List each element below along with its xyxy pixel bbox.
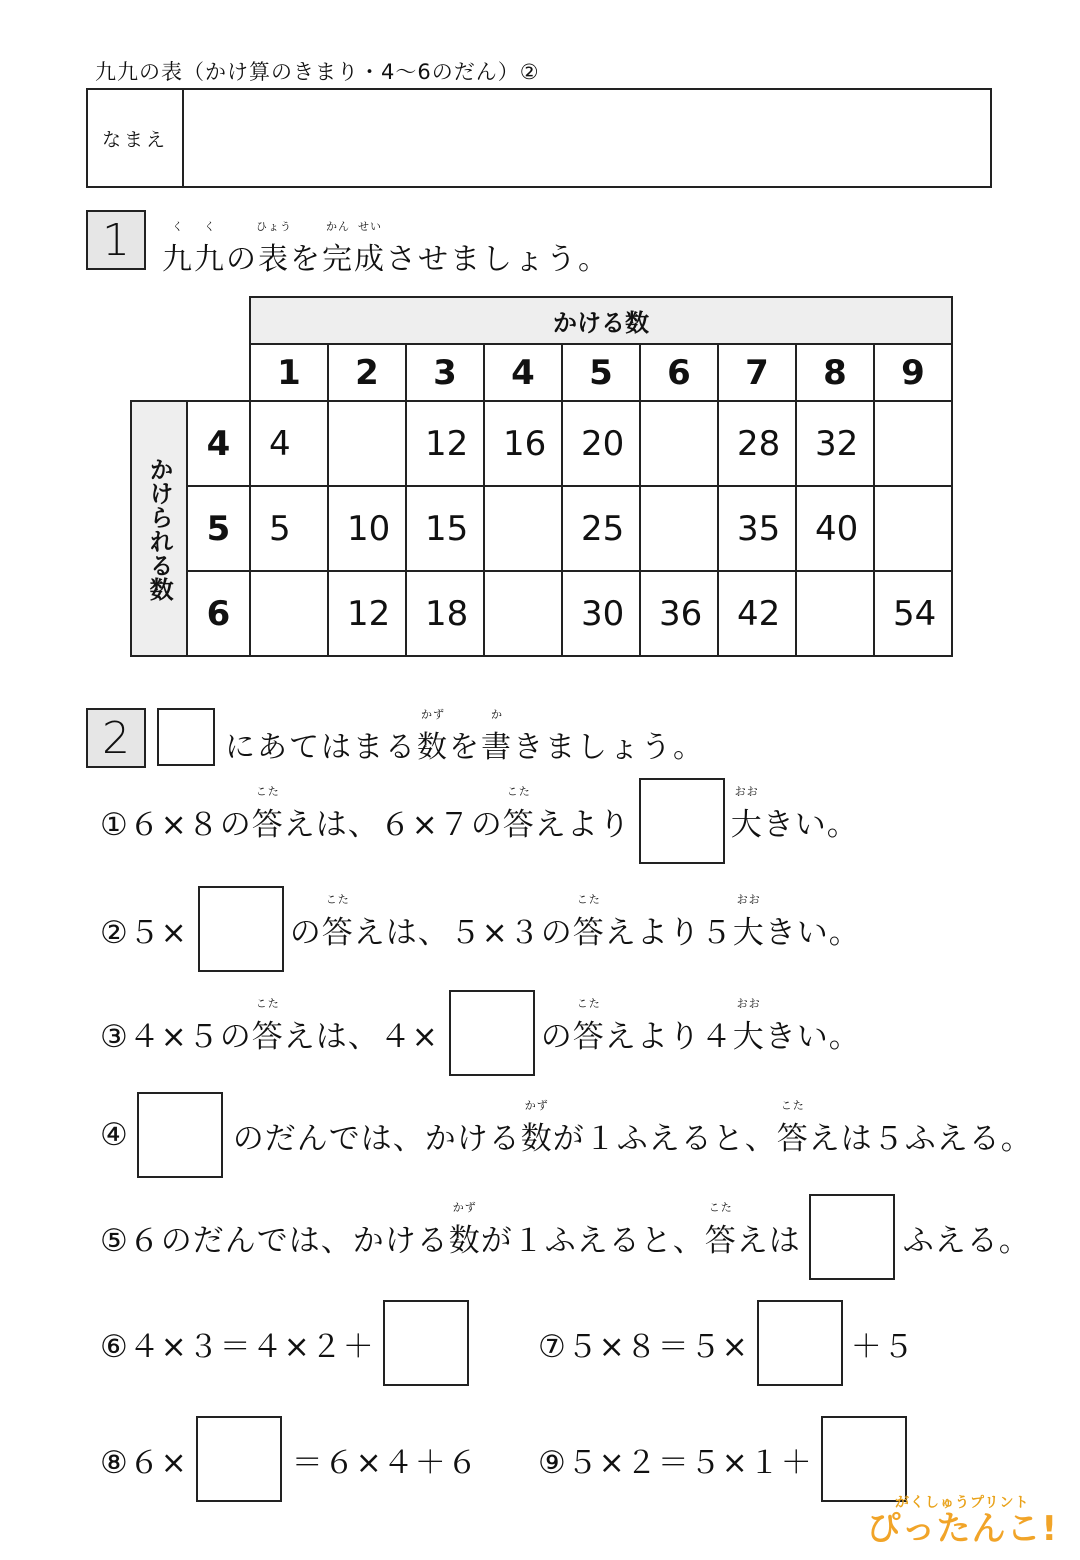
col-header-3: 3 xyxy=(406,344,484,401)
question-1-number: 1 xyxy=(86,210,146,270)
question-2-number: 2 xyxy=(86,708,146,768)
logo-small-text: がくしゅうプリント xyxy=(895,1495,1030,1511)
answer-box-2[interactable] xyxy=(198,886,284,972)
answer-box-7[interactable] xyxy=(757,1300,843,1386)
question-2-text: にあてはまる かず 数を か 書きましょう。 xyxy=(225,708,705,765)
logo-large-text: ぴったんこ! xyxy=(866,1509,1058,1549)
blank-cell[interactable] xyxy=(328,401,406,486)
table-cell: 15 xyxy=(406,486,484,571)
blank-cell[interactable] xyxy=(250,571,328,656)
table-cell: 4 xyxy=(250,401,328,486)
name-label: なまえ xyxy=(88,90,184,186)
answer-box-4[interactable] xyxy=(137,1092,223,1178)
answer-box-5[interactable] xyxy=(809,1194,895,1280)
table-cell: 42 xyxy=(718,571,796,656)
item-9: ⑨５×２＝５×１＋ xyxy=(538,1416,907,1502)
multiplication-table xyxy=(130,296,953,657)
col-header-8: 8 xyxy=(796,344,874,401)
col-header-9: 9 xyxy=(874,344,952,401)
item-8: ⑧６× ＝６×４＋６ xyxy=(100,1416,479,1502)
blank-cell[interactable] xyxy=(484,571,562,656)
item-2: ②５× の こた 答 えは、５×３の こた 答 えより５ おお 大 きい。 xyxy=(100,886,861,972)
blank-cell[interactable] xyxy=(796,571,874,656)
item-5: ⑤６のだんでは、かける かず 数 が１ふえると、 こた 答 えは ふえる。 xyxy=(100,1194,1031,1280)
blank-cell[interactable] xyxy=(640,401,718,486)
row-header-4: 4 xyxy=(187,401,250,486)
col-header-5: 5 xyxy=(562,344,640,401)
item-7: ⑦５×８＝５× ＋５ xyxy=(538,1300,915,1386)
name-box xyxy=(86,88,992,188)
row-header: かけられる数 xyxy=(131,401,187,656)
item-3: ③４×５の こた 答 えは、４× の こた 答 えより４ おお 大 きい。 xyxy=(100,990,861,1076)
table-cell: 36 xyxy=(640,571,718,656)
table-cell: 10 xyxy=(328,486,406,571)
brand-logo xyxy=(866,1492,1058,1549)
question-1-text: く 九 く 九の ひょう 表を かん 完 せい 成させましょう。 xyxy=(162,220,610,277)
table-cell: 20 xyxy=(562,401,640,486)
row-header-5: 5 xyxy=(187,486,250,571)
blank-cell[interactable] xyxy=(640,486,718,571)
item-6: ⑥４×３＝４×２＋ xyxy=(100,1300,469,1386)
col-header-7: 7 xyxy=(718,344,796,401)
table-cell: 35 xyxy=(718,486,796,571)
table-cell: 12 xyxy=(328,571,406,656)
blank-cell[interactable] xyxy=(874,401,952,486)
answer-box-6[interactable] xyxy=(383,1300,469,1386)
blank-cell[interactable] xyxy=(874,486,952,571)
example-answer-box xyxy=(157,708,215,766)
table-cell: 25 xyxy=(562,486,640,571)
col-header-6: 6 xyxy=(640,344,718,401)
item-1: ①６×８の こた 答 えは、６×７の こた 答 えより おお 大 きい。 xyxy=(100,778,859,864)
answer-box-1[interactable] xyxy=(639,778,725,864)
table-cell: 30 xyxy=(562,571,640,656)
answer-box-3[interactable] xyxy=(449,990,535,1076)
table-cell: 28 xyxy=(718,401,796,486)
table-cell: 16 xyxy=(484,401,562,486)
col-header-4: 4 xyxy=(484,344,562,401)
col-header-1: 1 xyxy=(250,344,328,401)
worksheet-title: 九九の表（かけ算のきまり・4〜6のだん）② xyxy=(95,60,540,84)
col-header-2: 2 xyxy=(328,344,406,401)
row-header-6: 6 xyxy=(187,571,250,656)
table-cell: 32 xyxy=(796,401,874,486)
table-cell: 40 xyxy=(796,486,874,571)
col-header: かける数 xyxy=(250,297,952,344)
table-cell: 54 xyxy=(874,571,952,656)
table-cell: 5 xyxy=(250,486,328,571)
item-4: ④ のだんでは、かける かず 数 が１ふえると、 こた 答 えは５ふえる。 xyxy=(100,1092,1033,1178)
blank-cell[interactable] xyxy=(484,486,562,571)
table-cell: 18 xyxy=(406,571,484,656)
name-field[interactable] xyxy=(184,90,990,186)
answer-box-9[interactable] xyxy=(821,1416,907,1502)
answer-box-8[interactable] xyxy=(196,1416,282,1502)
table-cell: 12 xyxy=(406,401,484,486)
q1-part: く 九 xyxy=(162,220,194,277)
